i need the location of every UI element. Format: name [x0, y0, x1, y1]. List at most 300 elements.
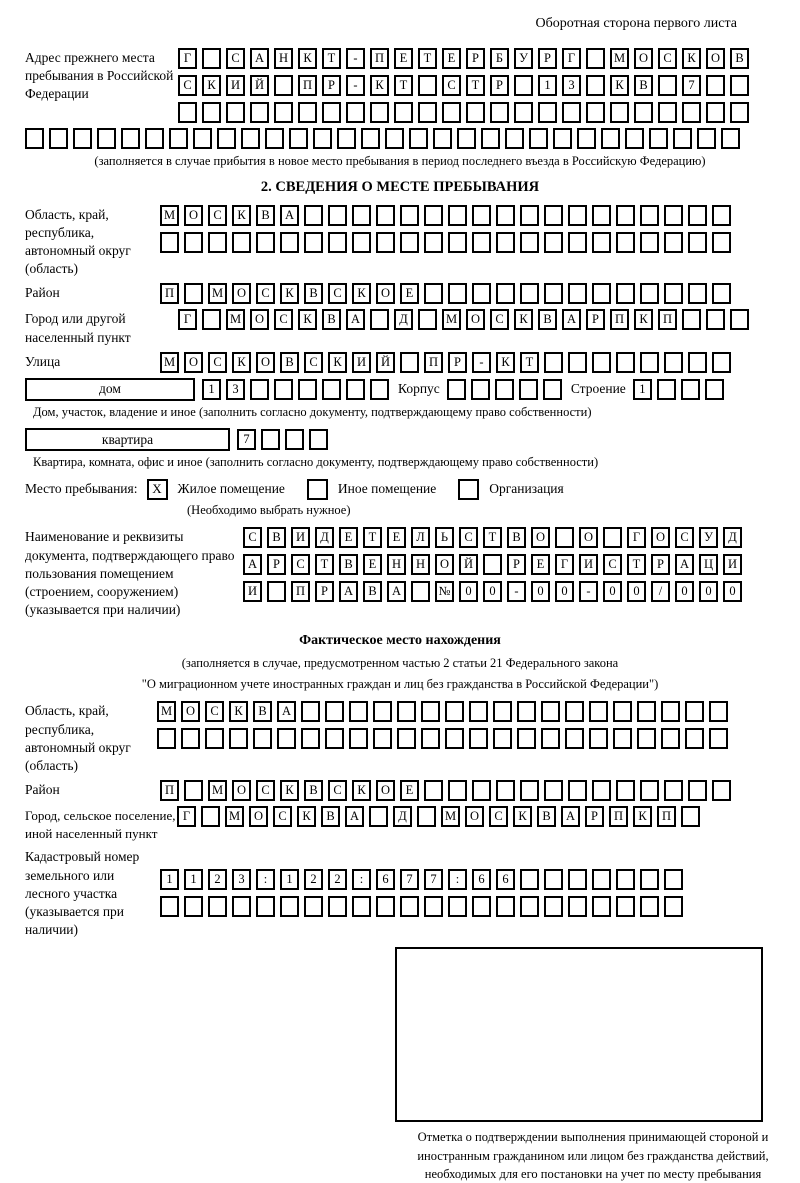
form-cell[interactable] — [400, 232, 419, 253]
form-cell[interactable] — [640, 352, 659, 373]
form-cell[interactable]: С — [205, 701, 224, 722]
form-cell[interactable]: С — [208, 352, 227, 373]
form-cell[interactable] — [370, 379, 389, 400]
form-cell[interactable] — [640, 283, 659, 304]
form-cell[interactable] — [346, 102, 365, 123]
form-cell[interactable] — [730, 102, 749, 123]
form-cell[interactable]: М — [225, 806, 244, 827]
form-cell[interactable]: Д — [393, 806, 412, 827]
form-cell[interactable]: 0 — [603, 581, 622, 602]
form-cell[interactable]: 0 — [459, 581, 478, 602]
form-cell[interactable]: 2 — [328, 869, 347, 890]
form-cell[interactable]: Е — [400, 283, 419, 304]
form-cell[interactable] — [664, 205, 683, 226]
form-cell[interactable] — [688, 780, 707, 801]
form-cell[interactable]: О — [232, 780, 251, 801]
form-cell[interactable] — [472, 232, 491, 253]
form-cell[interactable] — [229, 728, 248, 749]
form-cell[interactable]: С — [603, 554, 622, 575]
form-cell[interactable]: К — [232, 352, 251, 373]
form-cell[interactable] — [712, 283, 731, 304]
form-cell[interactable] — [397, 701, 416, 722]
form-cell[interactable]: Н — [411, 554, 430, 575]
form-cell[interactable] — [184, 283, 203, 304]
form-cell[interactable]: Е — [531, 554, 550, 575]
form-cell[interactable] — [616, 869, 635, 890]
checkbox-inoe[interactable] — [307, 479, 328, 500]
form-cell[interactable]: 0 — [675, 581, 694, 602]
form-cell[interactable]: К — [229, 701, 248, 722]
form-cell[interactable] — [325, 701, 344, 722]
form-cell[interactable]: Т — [418, 48, 437, 69]
form-cell[interactable] — [496, 205, 515, 226]
form-cell[interactable]: А — [675, 554, 694, 575]
form-cell[interactable]: К — [513, 806, 532, 827]
form-cell[interactable]: О — [250, 309, 269, 330]
form-cell[interactable]: В — [280, 352, 299, 373]
form-cell[interactable] — [421, 728, 440, 749]
form-cell[interactable]: У — [514, 48, 533, 69]
form-cell[interactable] — [562, 102, 581, 123]
form-cell[interactable] — [616, 232, 635, 253]
checkbox-zhiloe[interactable]: X — [147, 479, 168, 500]
form-cell[interactable] — [369, 806, 388, 827]
form-cell[interactable] — [520, 283, 539, 304]
form-cell[interactable]: Й — [459, 554, 478, 575]
form-cell[interactable] — [568, 780, 587, 801]
form-cell[interactable] — [688, 205, 707, 226]
checkbox-organizatsiya[interactable] — [458, 479, 479, 500]
form-cell[interactable] — [385, 128, 404, 149]
form-cell[interactable] — [49, 128, 68, 149]
form-cell[interactable]: О — [184, 352, 203, 373]
form-cell[interactable]: М — [441, 806, 460, 827]
form-cell[interactable] — [568, 232, 587, 253]
form-cell[interactable]: К — [280, 780, 299, 801]
form-cell[interactable] — [397, 728, 416, 749]
form-cell[interactable] — [681, 806, 700, 827]
form-cell[interactable]: П — [424, 352, 443, 373]
form-cell[interactable]: В — [634, 75, 653, 96]
form-cell[interactable]: - — [579, 581, 598, 602]
form-cell[interactable] — [442, 102, 461, 123]
form-cell[interactable] — [544, 896, 563, 917]
form-cell[interactable] — [433, 128, 452, 149]
form-cell[interactable]: Т — [394, 75, 413, 96]
form-cell[interactable]: Б — [490, 48, 509, 69]
form-cell[interactable]: С — [243, 527, 262, 548]
form-cell[interactable]: Р — [507, 554, 526, 575]
form-cell[interactable]: О — [651, 527, 670, 548]
form-cell[interactable]: А — [250, 48, 269, 69]
form-cell[interactable] — [640, 869, 659, 890]
form-cell[interactable]: П — [658, 309, 677, 330]
form-cell[interactable] — [706, 75, 725, 96]
form-cell[interactable] — [568, 869, 587, 890]
form-cell[interactable] — [469, 701, 488, 722]
form-cell[interactable] — [267, 581, 286, 602]
form-cell[interactable] — [721, 128, 740, 149]
form-cell[interactable] — [592, 232, 611, 253]
form-cell[interactable]: 6 — [472, 869, 491, 890]
form-cell[interactable]: С — [273, 806, 292, 827]
form-cell[interactable]: Е — [442, 48, 461, 69]
form-cell[interactable] — [568, 896, 587, 917]
form-cell[interactable] — [496, 780, 515, 801]
form-cell[interactable]: 3 — [232, 869, 251, 890]
form-cell[interactable] — [555, 527, 574, 548]
form-cell[interactable] — [712, 352, 731, 373]
form-cell[interactable] — [472, 283, 491, 304]
form-cell[interactable] — [712, 232, 731, 253]
form-cell[interactable]: И — [291, 527, 310, 548]
form-cell[interactable] — [705, 379, 724, 400]
form-cell[interactable]: С — [658, 48, 677, 69]
form-cell[interactable] — [565, 701, 584, 722]
form-cell[interactable] — [481, 128, 500, 149]
form-cell[interactable]: А — [243, 554, 262, 575]
form-cell[interactable] — [280, 232, 299, 253]
form-cell[interactable] — [424, 205, 443, 226]
form-cell[interactable] — [483, 554, 502, 575]
form-cell[interactable] — [517, 701, 536, 722]
form-cell[interactable] — [586, 75, 605, 96]
form-cell[interactable] — [202, 102, 221, 123]
form-cell[interactable]: М — [160, 205, 179, 226]
form-cell[interactable]: К — [634, 309, 653, 330]
form-cell[interactable]: В — [322, 309, 341, 330]
form-cell[interactable] — [373, 701, 392, 722]
form-cell[interactable]: Г — [177, 806, 196, 827]
form-cell[interactable] — [471, 379, 490, 400]
form-cell[interactable]: Д — [315, 527, 334, 548]
form-cell[interactable] — [610, 102, 629, 123]
form-cell[interactable] — [193, 128, 212, 149]
form-cell[interactable] — [613, 728, 632, 749]
form-cell[interactable] — [466, 102, 485, 123]
form-cell[interactable] — [520, 205, 539, 226]
form-cell[interactable]: Р — [315, 581, 334, 602]
form-cell[interactable]: К — [232, 205, 251, 226]
form-cell[interactable] — [370, 309, 389, 330]
form-cell[interactable] — [373, 728, 392, 749]
form-cell[interactable] — [250, 102, 269, 123]
form-cell[interactable] — [538, 102, 557, 123]
form-cell[interactable] — [424, 780, 443, 801]
form-cell[interactable] — [520, 869, 539, 890]
form-cell[interactable] — [685, 728, 704, 749]
form-cell[interactable] — [616, 780, 635, 801]
form-cell[interactable] — [457, 128, 476, 149]
form-cell[interactable]: А — [277, 701, 296, 722]
form-cell[interactable] — [712, 780, 731, 801]
form-cell[interactable]: В — [507, 527, 526, 548]
form-cell[interactable] — [544, 283, 563, 304]
form-cell[interactable]: Н — [274, 48, 293, 69]
form-cell[interactable]: П — [657, 806, 676, 827]
form-cell[interactable]: П — [370, 48, 389, 69]
form-cell[interactable]: Т — [627, 554, 646, 575]
form-cell[interactable]: Р — [651, 554, 670, 575]
form-cell[interactable] — [613, 701, 632, 722]
form-cell[interactable]: О — [435, 554, 454, 575]
form-cell[interactable] — [541, 701, 560, 722]
form-cell[interactable] — [493, 701, 512, 722]
form-cell[interactable] — [592, 352, 611, 373]
form-cell[interactable] — [448, 232, 467, 253]
form-cell[interactable] — [496, 232, 515, 253]
form-cell[interactable] — [201, 806, 220, 827]
form-cell[interactable] — [265, 128, 284, 149]
form-cell[interactable] — [640, 780, 659, 801]
form-cell[interactable] — [217, 128, 236, 149]
form-cell[interactable] — [493, 728, 512, 749]
form-cell[interactable]: Г — [627, 527, 646, 548]
form-cell[interactable]: Р — [322, 75, 341, 96]
form-cell[interactable] — [322, 102, 341, 123]
form-cell[interactable] — [232, 232, 251, 253]
form-cell[interactable]: Й — [250, 75, 269, 96]
form-cell[interactable] — [592, 283, 611, 304]
form-cell[interactable] — [658, 102, 677, 123]
form-cell[interactable]: К — [514, 309, 533, 330]
form-cell[interactable]: - — [507, 581, 526, 602]
form-cell[interactable] — [361, 128, 380, 149]
form-cell[interactable] — [529, 128, 548, 149]
form-cell[interactable] — [514, 102, 533, 123]
form-cell[interactable] — [592, 869, 611, 890]
form-cell[interactable]: О — [579, 527, 598, 548]
form-cell[interactable] — [145, 128, 164, 149]
form-cell[interactable]: 7 — [682, 75, 701, 96]
form-cell[interactable] — [603, 527, 622, 548]
form-cell[interactable]: Й — [376, 352, 395, 373]
form-cell[interactable]: А — [346, 309, 365, 330]
form-cell[interactable] — [208, 232, 227, 253]
form-cell[interactable] — [400, 205, 419, 226]
form-cell[interactable]: А — [562, 309, 581, 330]
form-cell[interactable] — [514, 75, 533, 96]
form-cell[interactable] — [682, 102, 701, 123]
form-cell[interactable]: Е — [400, 780, 419, 801]
form-cell[interactable]: П — [160, 283, 179, 304]
form-cell[interactable]: В — [304, 283, 323, 304]
form-cell[interactable]: О — [465, 806, 484, 827]
form-cell[interactable] — [688, 232, 707, 253]
form-cell[interactable] — [616, 283, 635, 304]
form-cell[interactable] — [682, 309, 701, 330]
form-cell[interactable] — [601, 128, 620, 149]
form-cell[interactable] — [673, 128, 692, 149]
form-cell[interactable] — [304, 896, 323, 917]
form-cell[interactable]: - — [472, 352, 491, 373]
form-cell[interactable] — [543, 379, 562, 400]
form-cell[interactable]: И — [352, 352, 371, 373]
form-cell[interactable] — [448, 896, 467, 917]
form-cell[interactable] — [352, 232, 371, 253]
form-cell[interactable] — [661, 728, 680, 749]
form-cell[interactable]: Т — [363, 527, 382, 548]
form-cell[interactable] — [178, 102, 197, 123]
form-cell[interactable] — [298, 379, 317, 400]
form-cell[interactable] — [184, 780, 203, 801]
form-cell[interactable] — [448, 780, 467, 801]
form-cell[interactable]: К — [298, 309, 317, 330]
form-cell[interactable]: Д — [394, 309, 413, 330]
form-cell[interactable] — [640, 896, 659, 917]
form-cell[interactable] — [274, 75, 293, 96]
form-cell[interactable]: К — [280, 283, 299, 304]
form-cell[interactable] — [640, 205, 659, 226]
form-cell[interactable]: Е — [387, 527, 406, 548]
form-cell[interactable] — [73, 128, 92, 149]
form-cell[interactable] — [697, 128, 716, 149]
form-cell[interactable] — [322, 379, 341, 400]
form-cell[interactable]: - — [346, 48, 365, 69]
form-cell[interactable]: Р — [490, 75, 509, 96]
form-cell[interactable] — [370, 102, 389, 123]
form-cell[interactable]: А — [280, 205, 299, 226]
form-cell[interactable] — [421, 701, 440, 722]
form-cell[interactable] — [256, 232, 275, 253]
form-cell[interactable]: 3 — [562, 75, 581, 96]
form-cell[interactable]: С — [328, 283, 347, 304]
form-cell[interactable]: В — [267, 527, 286, 548]
form-cell[interactable]: В — [730, 48, 749, 69]
form-cell[interactable]: 1 — [538, 75, 557, 96]
form-cell[interactable] — [664, 283, 683, 304]
form-cell[interactable] — [681, 379, 700, 400]
form-cell[interactable]: О — [249, 806, 268, 827]
form-cell[interactable] — [472, 896, 491, 917]
form-cell[interactable] — [706, 309, 725, 330]
form-cell[interactable]: 1 — [202, 379, 221, 400]
form-cell[interactable]: - — [346, 75, 365, 96]
form-cell[interactable] — [616, 896, 635, 917]
form-cell[interactable]: М — [208, 283, 227, 304]
form-cell[interactable]: С — [226, 48, 245, 69]
form-cell[interactable] — [472, 205, 491, 226]
form-cell[interactable] — [304, 205, 323, 226]
form-cell[interactable] — [418, 102, 437, 123]
form-cell[interactable]: А — [339, 581, 358, 602]
form-cell[interactable] — [664, 896, 683, 917]
form-cell[interactable]: Л — [411, 527, 430, 548]
form-cell[interactable]: О — [181, 701, 200, 722]
form-cell[interactable]: С — [208, 205, 227, 226]
form-cell[interactable]: И — [226, 75, 245, 96]
form-cell[interactable] — [409, 128, 428, 149]
form-cell[interactable]: В — [537, 806, 556, 827]
form-cell[interactable]: С — [328, 780, 347, 801]
form-cell[interactable]: Т — [466, 75, 485, 96]
form-cell[interactable] — [448, 205, 467, 226]
form-cell[interactable] — [226, 102, 245, 123]
form-cell[interactable]: О — [232, 283, 251, 304]
form-cell[interactable] — [589, 701, 608, 722]
form-cell[interactable]: С — [489, 806, 508, 827]
form-cell[interactable]: М — [226, 309, 245, 330]
form-cell[interactable]: К — [297, 806, 316, 827]
form-cell[interactable] — [519, 379, 538, 400]
form-cell[interactable] — [664, 232, 683, 253]
form-cell[interactable]: В — [339, 554, 358, 575]
form-cell[interactable]: 0 — [723, 581, 742, 602]
form-cell[interactable] — [706, 102, 725, 123]
form-cell[interactable]: П — [160, 780, 179, 801]
form-cell[interactable]: 6 — [496, 869, 515, 890]
form-cell[interactable]: : — [448, 869, 467, 890]
form-cell[interactable]: И — [243, 581, 262, 602]
form-cell[interactable] — [400, 352, 419, 373]
form-cell[interactable] — [520, 780, 539, 801]
form-cell[interactable] — [253, 728, 272, 749]
form-cell[interactable] — [544, 780, 563, 801]
form-cell[interactable]: П — [291, 581, 310, 602]
form-cell[interactable]: У — [699, 527, 718, 548]
form-cell[interactable] — [490, 102, 509, 123]
form-cell[interactable] — [517, 728, 536, 749]
form-cell[interactable]: К — [370, 75, 389, 96]
dom-box[interactable]: дом — [25, 378, 195, 401]
form-cell[interactable] — [417, 806, 436, 827]
form-cell[interactable]: С — [291, 554, 310, 575]
form-cell[interactable] — [157, 728, 176, 749]
form-cell[interactable] — [325, 728, 344, 749]
form-cell[interactable]: : — [256, 869, 275, 890]
form-cell[interactable]: С — [256, 780, 275, 801]
form-cell[interactable]: Г — [178, 309, 197, 330]
form-cell[interactable]: Г — [562, 48, 581, 69]
form-cell[interactable] — [544, 205, 563, 226]
form-cell[interactable]: М — [160, 352, 179, 373]
form-cell[interactable] — [637, 728, 656, 749]
form-cell[interactable]: К — [633, 806, 652, 827]
form-cell[interactable] — [202, 48, 221, 69]
form-cell[interactable] — [586, 102, 605, 123]
form-cell[interactable] — [394, 102, 413, 123]
form-cell[interactable]: А — [387, 581, 406, 602]
form-cell[interactable] — [634, 102, 653, 123]
form-cell[interactable]: П — [609, 806, 628, 827]
form-cell[interactable] — [328, 896, 347, 917]
form-cell[interactable] — [640, 232, 659, 253]
form-cell[interactable]: В — [304, 780, 323, 801]
form-cell[interactable] — [544, 232, 563, 253]
form-cell[interactable] — [160, 232, 179, 253]
form-cell[interactable] — [285, 429, 304, 450]
form-cell[interactable] — [495, 379, 514, 400]
form-cell[interactable] — [712, 205, 731, 226]
form-cell[interactable] — [544, 352, 563, 373]
form-cell[interactable] — [496, 283, 515, 304]
form-cell[interactable]: 0 — [627, 581, 646, 602]
form-cell[interactable] — [232, 896, 251, 917]
form-cell[interactable]: С — [490, 309, 509, 330]
form-cell[interactable] — [472, 780, 491, 801]
form-cell[interactable]: М — [610, 48, 629, 69]
form-cell[interactable] — [418, 75, 437, 96]
form-cell[interactable]: Р — [538, 48, 557, 69]
form-cell[interactable] — [688, 352, 707, 373]
form-cell[interactable] — [337, 128, 356, 149]
form-cell[interactable]: Р — [586, 309, 605, 330]
form-cell[interactable] — [709, 728, 728, 749]
form-cell[interactable]: 2 — [208, 869, 227, 890]
form-cell[interactable] — [400, 896, 419, 917]
form-cell[interactable] — [202, 309, 221, 330]
kvartira-box[interactable]: квартира — [25, 428, 230, 451]
